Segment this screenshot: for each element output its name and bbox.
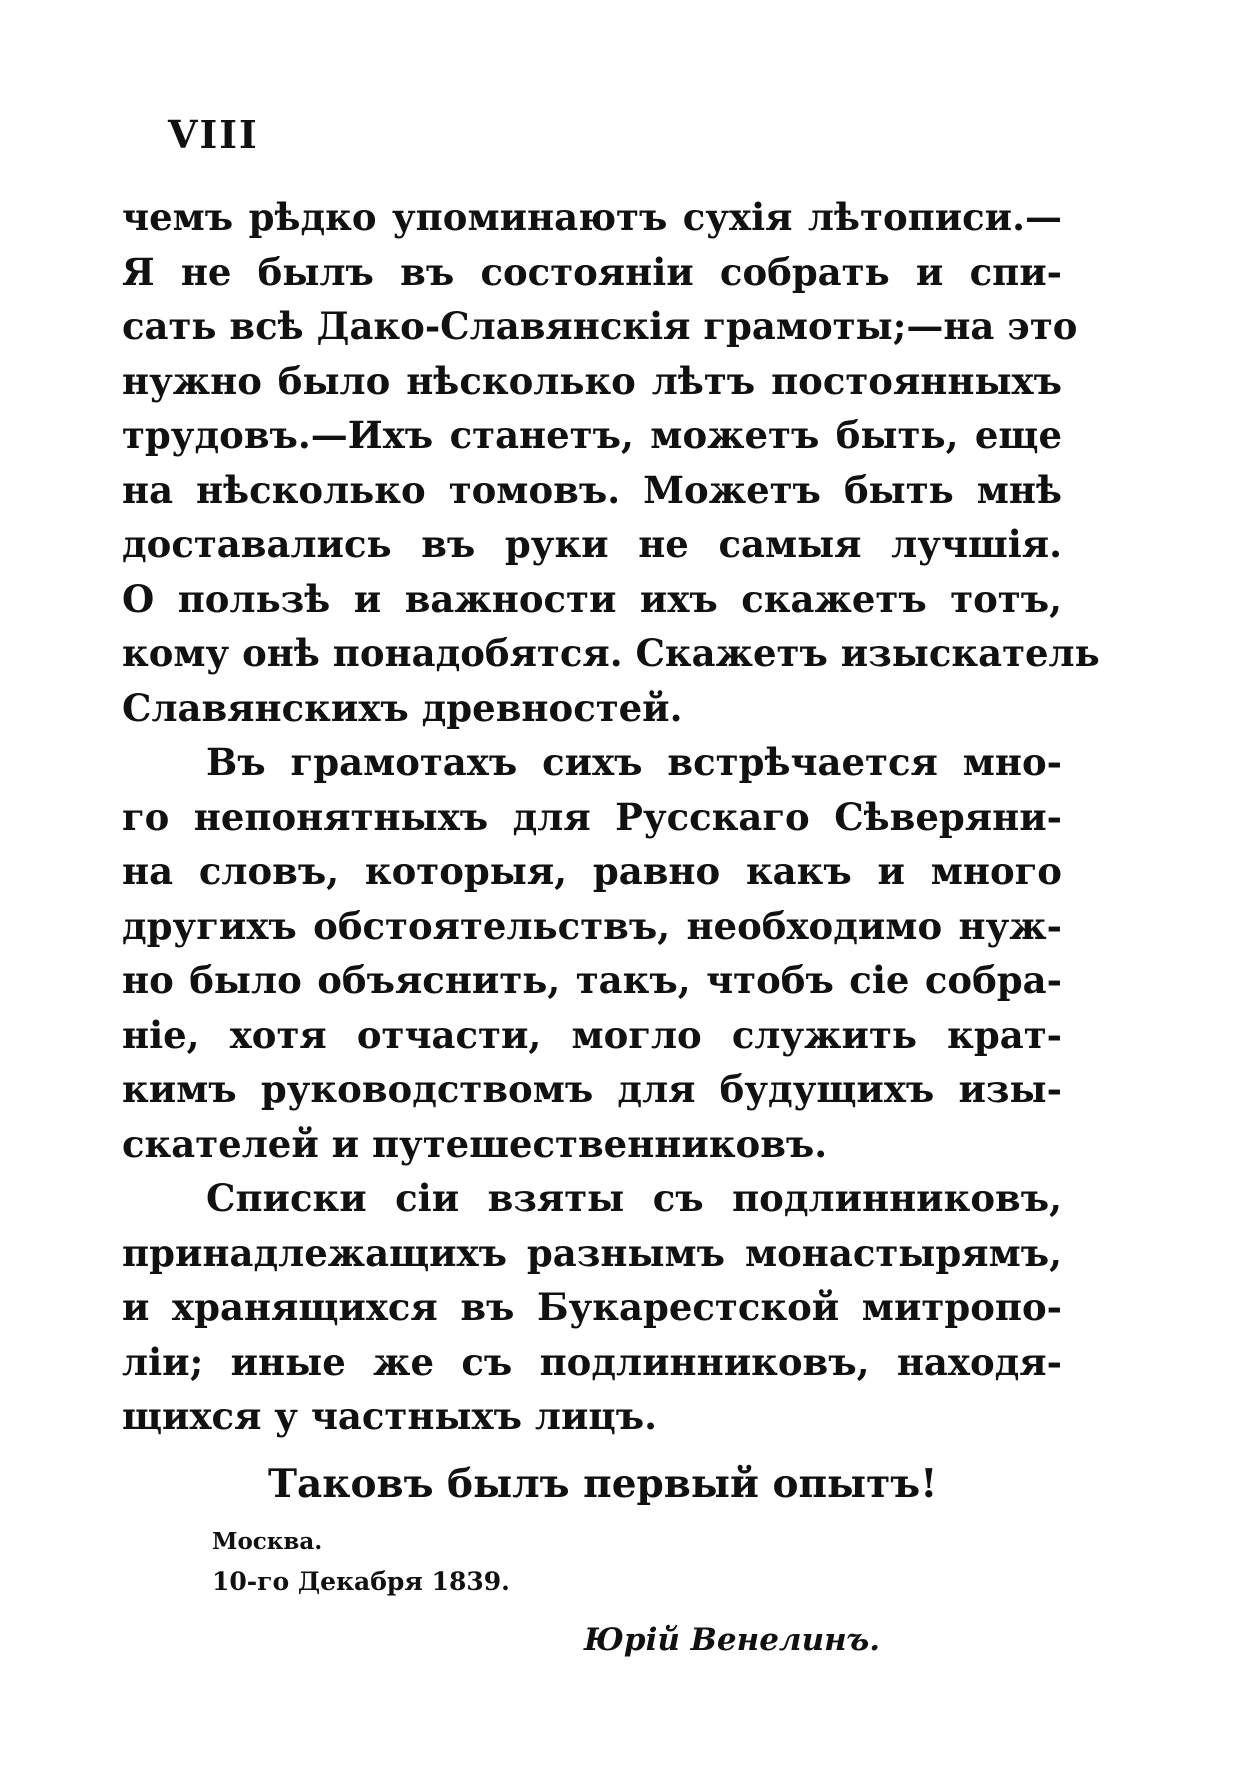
text-line: кому онѣ понадобятся. Скажетъ изыскатель: [122, 631, 1100, 675]
text-line: и хранящихся въ Букарестской митропо-: [122, 1285, 1062, 1329]
text-line: Я не былъ въ состояніи собрать и спи-: [122, 249, 1062, 294]
author-signature: Юрій Венелинъ.: [584, 1622, 881, 1658]
text-line: на словъ, которыя, равно какъ и много: [122, 849, 1062, 893]
text-line: трудовъ.—Ихъ станетъ, можетъ быть, еще: [122, 413, 1062, 457]
text-line: другихъ обстоятельствъ, необходимо нуж-: [122, 903, 1062, 948]
text-line: ліи; иные же съ подлинниковъ, находя-: [122, 1339, 1062, 1384]
text-line: на нѣсколько томовъ. Можетъ быть мнѣ: [122, 467, 1062, 512]
place-of-writing: Москва.: [212, 1528, 323, 1555]
text-line: Списки сіи взяты съ подлинниковъ,: [206, 1176, 1062, 1220]
page-number: VIII: [168, 112, 259, 157]
text-line: доставались въ руки не самыя лучшія.: [122, 522, 1062, 566]
text-line: нужно было нѣсколько лѣтъ постоянныхъ: [122, 358, 1062, 403]
text-line: кимъ руководствомъ для будущихъ изы-: [122, 1067, 1062, 1111]
text-line: го непонятныхъ для Русскаго Сѣверяни-: [122, 794, 1062, 839]
text-line: Въ грамотахъ сихъ встрѣчается мно-: [206, 740, 1062, 784]
text-line: О пользѣ и важности ихъ скажетъ тотъ,: [122, 576, 1062, 621]
closing-line: Таковъ былъ первый опытъ!: [268, 1461, 938, 1507]
text-line: ніе, хотя отчасти, могло служить крат-: [122, 1012, 1062, 1057]
text-line: чемъ рѣдко упоминаютъ сухія лѣтописи.—: [122, 195, 1062, 239]
body-text: [122, 190, 1100, 1444]
date-of-writing: 10-го Декабря 1839.: [212, 1567, 510, 1596]
text-line: Славянскихъ древностей.: [122, 685, 683, 730]
text-line: скателей и путешественниковъ.: [122, 1121, 828, 1166]
text-line: принадлежащихъ разнымъ монастырямъ,: [122, 1230, 1062, 1275]
text-line: но было объяснить, такъ, чтобъ сіе собра-: [122, 958, 1062, 1002]
text-line: сать всѣ Дако-Славянскія грамоты;—на это: [122, 304, 1078, 348]
text-line: щихся у частныхъ лицъ.: [122, 1394, 657, 1438]
